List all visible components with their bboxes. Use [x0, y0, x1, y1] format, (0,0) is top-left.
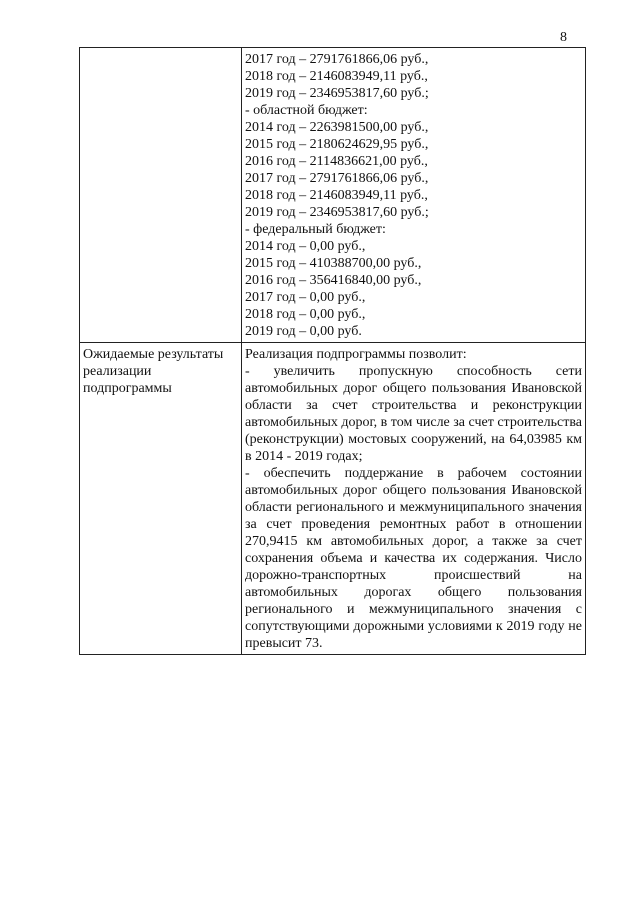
funding-line: 2015 год – 410388700,00 руб., — [245, 256, 422, 271]
funding-line: 2018 год – 0,00 руб., — [245, 307, 366, 322]
funding-line: 2017 год – 2791761866,06 руб., — [245, 171, 429, 186]
funding-cell — [242, 48, 586, 343]
funding-line: 2016 год – 2114836621,00 руб., — [245, 154, 428, 169]
funding-line: 2017 год – 2791761866,06 руб., — [245, 52, 429, 67]
expected-results-cell — [242, 343, 586, 655]
passport-table — [79, 47, 586, 655]
results-intro: Реализация подпрограммы позволит: — [245, 347, 467, 362]
funding-line: 2018 год – 2146083949,11 руб., — [245, 188, 428, 203]
funding-line: 2019 год – 2346953817,60 руб.; — [245, 86, 429, 101]
funding-line: 2014 год – 0,00 руб., — [245, 239, 366, 254]
funding-section-heading: - федеральный бюджет: — [245, 222, 386, 237]
results-paragraph-1: - увеличить пропускную способность сети автомобильных дорог общего пользования Ивановской области за счет строительства и реконструкции автомобильных дорог, в том числе за счет строительства (реконструкции) мостовых сооружений, на 64,03985 км в 2014 - 2019 годах; — [245, 364, 582, 464]
funding-line: 2019 год – 0,00 руб. — [245, 324, 362, 339]
expected-results-label: Ожидаемые результаты реализации подпрограммы — [80, 343, 242, 655]
row-label-cell — [80, 48, 242, 343]
table-row — [80, 48, 586, 343]
funding-line: 2015 год – 2180624629,95 руб., — [245, 137, 429, 152]
funding-line: 2019 год – 2346953817,60 руб.; — [245, 205, 429, 220]
funding-section-heading: - областной бюджет: — [245, 103, 368, 118]
page-number: 8 — [560, 30, 567, 45]
funding-line: 2014 год – 2263981500,00 руб., — [245, 120, 429, 135]
funding-line: 2016 год – 356416840,00 руб., — [245, 273, 422, 288]
table-row — [80, 343, 586, 655]
funding-line: 2018 год – 2146083949,11 руб., — [245, 69, 428, 84]
results-paragraph-2: - обеспечить поддержание в рабочем состоянии автомобильных дорог общего пользования Ивановской области регионального и межмуниципального значения за счет проведения ремонтных работ в отношении 270,9415 км автомобильных дорог, а также за счет сохранения объема и качества их содержания. Число дорожно-транспортных происшествий на автомобильных дорогах общего пользования регионального и межмуниципального значения с сопутствующими дорожными условиями к 2019 году не превысит 73. — [245, 466, 582, 651]
funding-line: 2017 год – 0,00 руб., — [245, 290, 366, 305]
